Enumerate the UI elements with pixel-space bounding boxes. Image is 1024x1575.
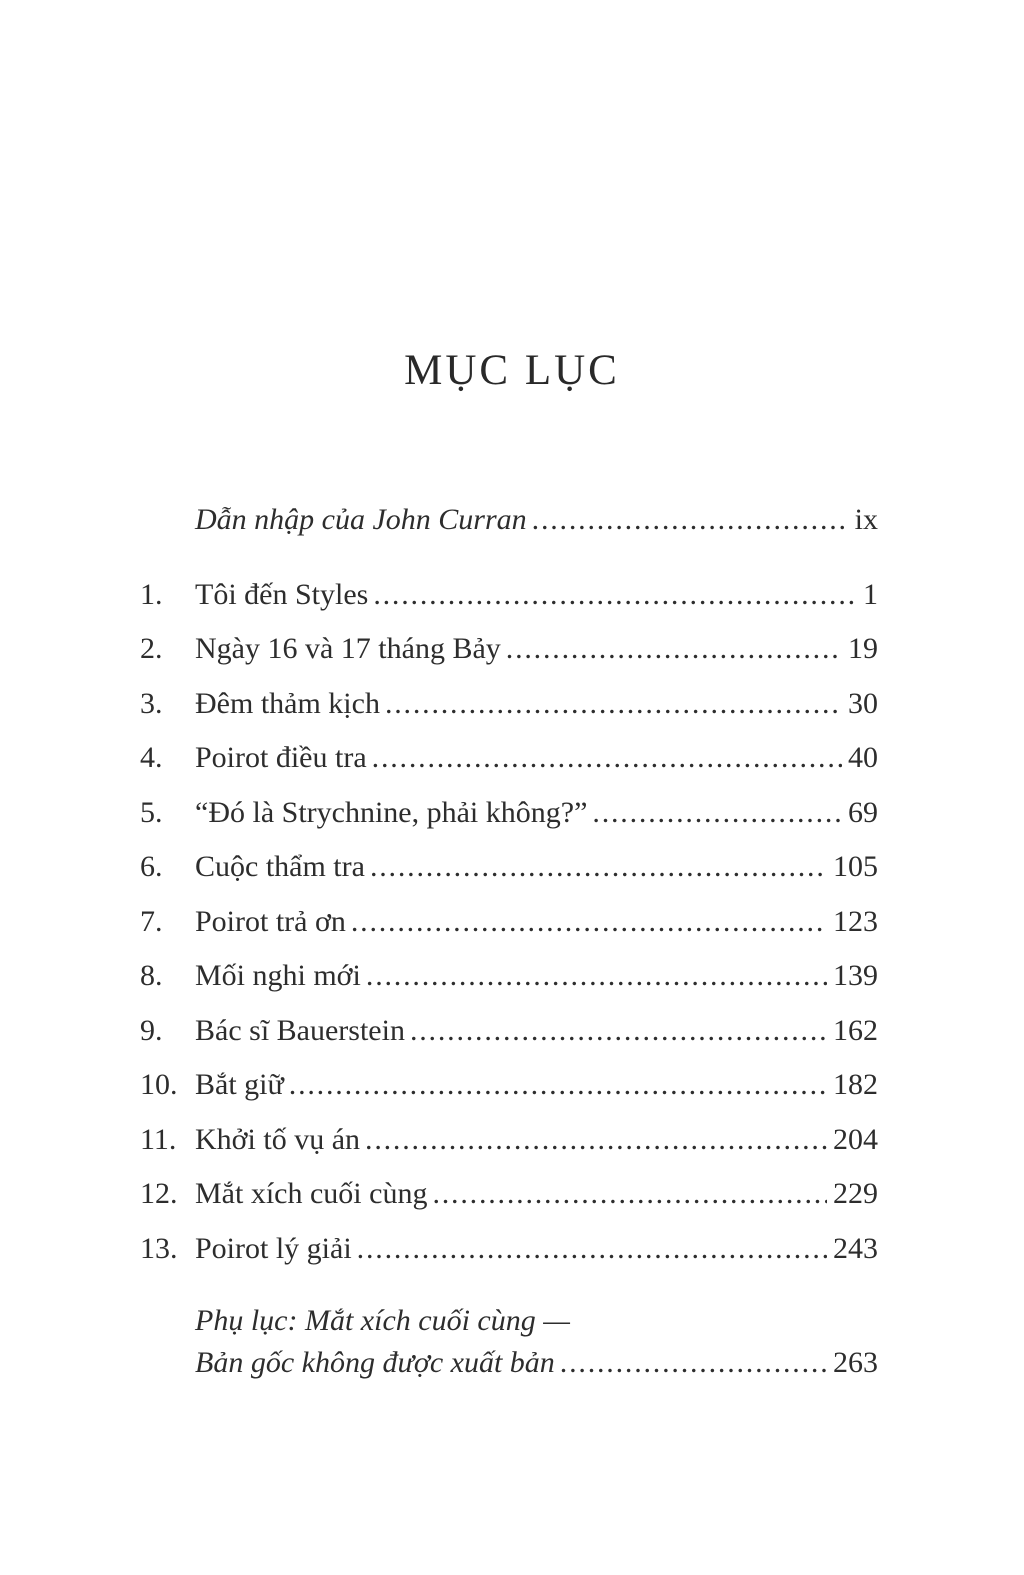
toc-entry bbox=[140, 622, 878, 677]
chapter-number: 9. bbox=[140, 1013, 163, 1047]
toc-entry bbox=[140, 786, 878, 841]
appendix-title-line1: Phụ lục: Mắt xích cuối cùng — bbox=[195, 1304, 570, 1337]
chapter-number: 7. bbox=[140, 904, 163, 938]
page-number: 123 bbox=[833, 904, 878, 938]
chapter-number: 1. bbox=[140, 577, 163, 611]
dot-leader bbox=[365, 1113, 827, 1168]
chapter-title: Bắt giữ bbox=[195, 1068, 284, 1101]
chapter-list bbox=[140, 568, 878, 1277]
page-title: MỤC LỤC bbox=[404, 347, 620, 394]
table-of-contents bbox=[140, 493, 878, 1384]
dot-leader bbox=[351, 895, 827, 950]
chapter-number: 2. bbox=[140, 632, 163, 665]
appendix-title-line2: Bản gốc không được xuất bản bbox=[195, 1346, 555, 1379]
dot-leader bbox=[592, 786, 842, 841]
dot-leader bbox=[560, 1342, 827, 1384]
page-number: 40 bbox=[848, 741, 878, 774]
chapter-number: 13. bbox=[140, 1231, 178, 1265]
chapter-title: Bác sĩ Bauerstein bbox=[195, 1013, 405, 1047]
page-number: 204 bbox=[833, 1122, 878, 1156]
dot-leader bbox=[373, 568, 857, 623]
page-number: 19 bbox=[848, 632, 878, 665]
toc-entry-introduction bbox=[140, 493, 878, 548]
chapter-title: Đêm thảm kịch bbox=[195, 686, 380, 720]
toc-entry bbox=[140, 840, 878, 895]
page-number: 105 bbox=[833, 850, 878, 883]
page-number: 243 bbox=[833, 1231, 878, 1265]
chapter-title: Poirot điều tra bbox=[195, 741, 367, 774]
page-number: 162 bbox=[833, 1013, 878, 1047]
toc-entry bbox=[140, 1167, 878, 1222]
page-number: 139 bbox=[833, 959, 878, 992]
toc-entry bbox=[140, 1222, 878, 1277]
toc-entry bbox=[140, 949, 878, 1004]
chapter-title: Poirot lý giải bbox=[195, 1231, 352, 1265]
chapter-title: Mối nghi mới bbox=[195, 959, 361, 992]
chapter-number: 4. bbox=[140, 741, 163, 774]
chapter-title: Ngày 16 và 17 tháng Bảy bbox=[195, 632, 501, 665]
chapter-number: 10. bbox=[140, 1068, 178, 1101]
toc-entry-appendix bbox=[140, 1300, 878, 1384]
chapter-number: 3. bbox=[140, 686, 163, 720]
chapter-title: “Đó là Strychnine, phải không?” bbox=[195, 795, 588, 829]
dot-leader bbox=[289, 1058, 827, 1113]
dot-leader bbox=[372, 731, 842, 786]
toc-entry bbox=[140, 568, 878, 623]
dot-leader bbox=[410, 1004, 827, 1059]
page-number: 1 bbox=[863, 577, 878, 611]
dot-leader bbox=[366, 949, 827, 1004]
dot-leader bbox=[532, 493, 849, 548]
dot-leader bbox=[432, 1167, 827, 1222]
introduction-title: Dẫn nhập của John Curran bbox=[195, 503, 527, 536]
chapter-number: 5. bbox=[140, 795, 163, 829]
chapter-title: Cuộc thẩm tra bbox=[195, 850, 365, 883]
chapter-number: 11. bbox=[140, 1122, 177, 1156]
page-number: 69 bbox=[848, 795, 878, 829]
toc-entry bbox=[140, 1058, 878, 1113]
chapter-title: Khởi tố vụ án bbox=[195, 1122, 361, 1156]
toc-entry bbox=[140, 1113, 878, 1168]
toc-entry bbox=[140, 895, 878, 950]
toc-entry bbox=[140, 1004, 878, 1059]
page-number: 182 bbox=[833, 1068, 878, 1101]
dot-leader bbox=[385, 677, 842, 732]
page-number: ix bbox=[854, 503, 878, 536]
dot-leader bbox=[370, 840, 827, 895]
appendix-line-2 bbox=[140, 1342, 878, 1384]
page-number: 30 bbox=[848, 686, 878, 720]
chapter-title: Tôi đến Styles bbox=[195, 577, 369, 611]
dot-leader bbox=[506, 622, 842, 677]
chapter-number: 8. bbox=[140, 959, 163, 992]
chapter-number: 12. bbox=[140, 1177, 178, 1210]
toc-entry bbox=[140, 677, 878, 732]
page-number: 263 bbox=[833, 1346, 878, 1379]
chapter-number: 6. bbox=[140, 850, 163, 883]
appendix-line-1 bbox=[140, 1300, 878, 1342]
chapter-title: Mắt xích cuối cùng bbox=[195, 1177, 428, 1210]
chapter-title: Poirot trả ơn bbox=[195, 904, 346, 938]
toc-entry bbox=[140, 731, 878, 786]
page-number: 229 bbox=[833, 1177, 878, 1210]
dot-leader bbox=[357, 1222, 827, 1277]
